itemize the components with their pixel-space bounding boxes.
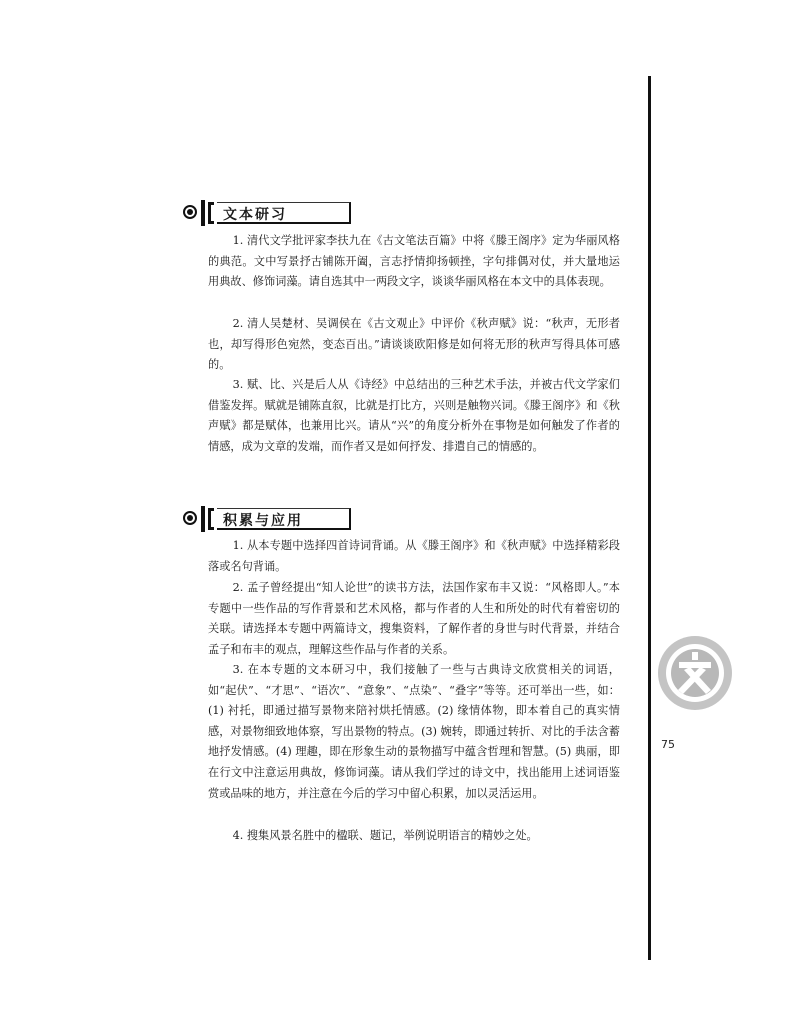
exercise-paragraph: 2. 孟子曾经提出“知人论世”的读书方法，法国作家布丰又说：“风格即人。”本专题中一些作品的写作背景和艺术风格，都与作者的人生和所处的时代有着密切的关联。请选择本专题中两篇诗文，搜集资料，了解作者的身世与时代背景，并结合孟子和布丰的观点，理解这些作品与作者的关系。 <box>208 581 620 656</box>
page-number: 75 <box>661 738 675 751</box>
section-bracket-icon <box>208 202 214 224</box>
section-bracket-icon <box>208 508 214 530</box>
section-bullet-icon <box>183 205 197 219</box>
section-bullet-icon <box>183 511 197 525</box>
section-header-accumulation <box>183 506 351 532</box>
section-title: 文本研习 <box>223 207 287 223</box>
exercise-paragraph: 1. 从本专题中选择四首诗词背诵。从《滕王阁序》和《秋声赋》中选择精彩段落或名句背诵。 <box>208 539 620 573</box>
section-title-box <box>217 508 351 530</box>
exercise-paragraph: 3. 在本专题的文本研习中，我们接触了一些与古典诗文欣赏相关的词语，如“起伏”、“才思”、“语次”、“意象”、“点染”、“叠字”等等。还可举出一些，如：(1) 衬托，即通过描写景物来陪衬烘托情感。(2) 缘情体物，即本着自己的真实情感，对景物细致地体察，写出景物的特点。(3) 婉转，即通过转折、对比的手法含蓄地抒发情感。(4) 理趣，即在形象生动的景物描写中蕴含哲理和智慧。(5) 典丽，即在行文中注意运用典故，修饰词藻。请从我们学过的诗文中，找出能用上述词语鉴赏或品味的地方，并注意在今后的学习中留心积累，加以灵活运用。 <box>208 663 620 800</box>
section-header-text-study <box>183 200 351 226</box>
section-bar-icon <box>201 506 205 532</box>
exercise-paragraph: 2. 清人吴楚材、吴调侯在《古文观止》中评价《秋声赋》说：“秋声，无形者也，却写得形色宛然，变态百出。”请谈谈欧阳修是如何将无形的秋声写得具体可感的。 <box>208 317 620 372</box>
exercise-paragraph: 1. 清代文学批评家李扶九在《古文笔法百篇》中将《滕王阁序》定为华丽风格的典范。文中写景抒古铺陈开阖，言志抒情抑扬顿挫，字句排偶对仗，并大量地运用典故、修饰词藻。请自选其中一两段文字，谈谈华丽风格在本文中的具体表现。 <box>208 234 620 289</box>
section-title: 积累与应用 <box>223 513 303 529</box>
exercise-paragraph: 3. 赋、比、兴是后人从《诗经》中总结出的三种艺术手法，并被古代文学家们借鉴发挥。赋就是铺陈直叙，比就是打比方，兴则是触物兴词。《滕王阁序》和《秋声赋》都是赋体，也兼用比兴。请从“兴”的角度分析外在事物是如何触发了作者的情感，成为文章的发端，而作者又是如何抒发、排遣自己的情感的。 <box>208 378 620 453</box>
exercise-paragraph: 4. 搜集风景名胜中的楹联、题记，举例说明语言的精妙之处。 <box>232 829 538 842</box>
section-bar-icon <box>201 200 205 226</box>
wen-character-emblem-icon <box>654 632 736 714</box>
section-title-box <box>217 202 351 224</box>
page-divider-rule <box>648 76 651 960</box>
